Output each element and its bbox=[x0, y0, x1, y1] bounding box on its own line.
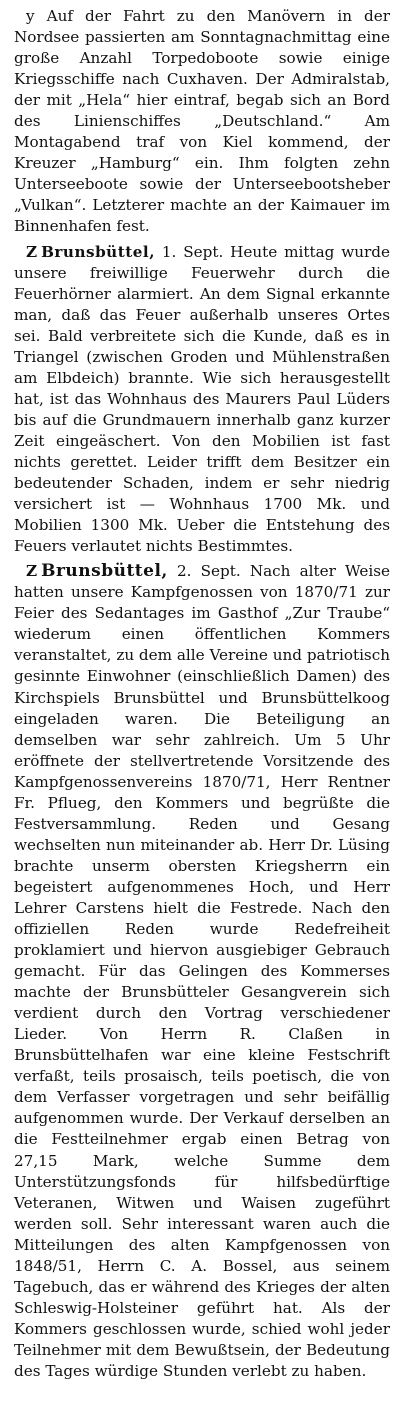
article-cuxhaven-maneuvers bbox=[14, 6, 390, 238]
article-marker: Z bbox=[26, 242, 38, 261]
article-dateline-place: Brunsbüttel, bbox=[41, 242, 155, 261]
article-marker: Z bbox=[26, 562, 38, 581]
article-brunsbuettel-fire bbox=[14, 242, 390, 558]
article-paragraph bbox=[14, 242, 390, 558]
article-paragraph bbox=[14, 6, 390, 238]
article-dateline-date: 2. Sept. bbox=[177, 562, 241, 581]
article-body: Heute mittag wurde unsere freiwillige Feuerwehr durch die Feuerhörner alarmiert. An dem Signal erkannte man, daß das Feuer außerhalb unseres Ortes sei. Bald verbreitete sich die Kunde, daß es in Triangel (zwischen Groden und Mühlenstraßen am Elbdeich) brannte. Wie sich herausgestellt hat, ist das Wohnhaus des Maurers Paul Lüders bis auf die Grundmauern innerhalb ganz kurzer Zeit eingeäschert. Von den Mobilien ist fast nichts gerettet. Leider trifft dem Besitzer ein bedeutender Schaden, indem er sehr niedrig versichert ist — Wohnhaus 1700 Mk. und Mobilien 1300 Mk. Ueber die Entstehung des Feuers verlautet nichts Bestimmtes. bbox=[14, 242, 390, 556]
article-paragraph bbox=[14, 561, 390, 1382]
article-brunsbuettel-sedan-commers bbox=[14, 561, 390, 1382]
article-dateline-date: 1. Sept. bbox=[161, 242, 224, 261]
article-dateline-place: Brunsbüttel, bbox=[41, 561, 168, 582]
article-body: Nach alter Weise hatten unsere Kampfgenossen von 1870/71 zur Feier des Sedantages im Gasthof „Zur Traube“ wiederum einen öffentlichen Kommers veranstaltet, zu dem alle Vereine und patriotisch gesinnte Einwohner (einschließlich Damen) des Kirchspiels Brunsbüttel und Brunsbüttelkoog eingeladen waren. Die Beteiligung an demselben war sehr zahlreich. Um 5 Uhr eröffnete der stellvertretende Vorsitzende des Kampfgenossenvereins 1870/71, Herr Rentner Fr. Pflueg, den Kommers und begrüßte die Festversammlung. Reden und Gesang wechselten nun miteinander ab. Herr Dr. Lüsing brachte unserm obersten Kriegsherrn ein begeistert aufgenommenes Hoch, und Herr Lehrer Carstens hielt die Festrede. Nach den offiziellen Reden wurde Redefreiheit proklamiert und hiervon ausgiebiger Gebrauch gemacht. Für das Gelingen des Kommerses machte der Brunsbütteler Gesangverein sich verdient durch den Vortrag verschiedener Lieder. Von Herrn R. Claßen in Brunsbüttelhafen war eine kleine Festschrift verfaßt, teils prosaisch, teils poetisch, die von dem Verfasser vorgetragen und sehr beifällig aufgenommen wurde. Der Verkauf derselben an die Festteilnehmer ergab einen Betrag von 27,15 Mark, welche Summe dem Unterstützungsfonds für hilfsbedürftige Veteranen, Witwen und Waisen zugeführt werden soll. Sehr interessant waren auch die Mitteilungen des alten Kampfgenossen von 1848/51, Herrn C. A. Bossel, aus seinem Tagebuch, das er während des Krieges der alten Schleswig-Holsteiner geführt hat. Als der Kommers geschlossen wurde, schied wohl jeder Teilnehmer mit dem Bewußtsein, der Bedeutung des Tages würdige Stunden verlebt zu haben. bbox=[14, 562, 391, 1380]
article-body: y Auf der Fahrt zu den Manövern in der Nordsee passierten am Sonntagnachmittag eine große Anzahl Torpedoboote sowie einige Kriegsschiffe nach Cuxhaven. Der Admiralstab, der mit „Hela“ hier eintraf, begab sich an Bord des Linienschiffes „Deutschland.“ Am Montagabend traf von Kiel kommend, der Kreuzer „Hamburg“ ein. Ihm folgten zehn Unterseeboote sowie der Unterseebootsheber „Vulkan“. Letzterer machte an der Kaimauer im Binnenhafen fest. bbox=[14, 7, 390, 236]
